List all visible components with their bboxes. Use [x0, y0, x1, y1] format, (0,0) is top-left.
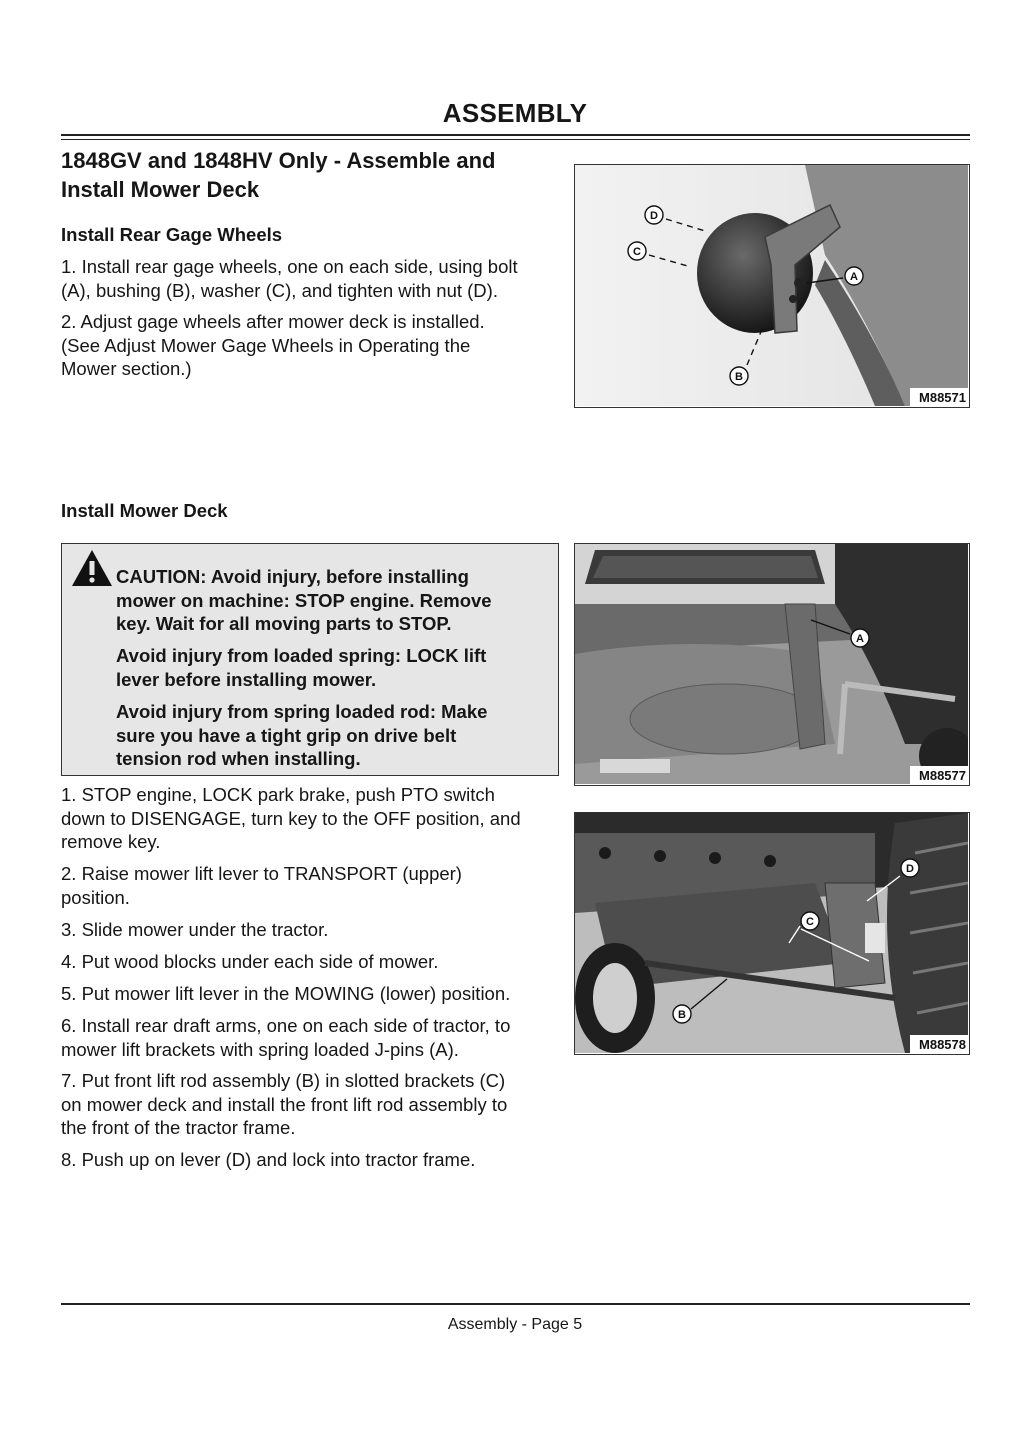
- text-line: tension rod when installing.: [116, 748, 361, 769]
- figure-code: M88578: [919, 1037, 966, 1052]
- text-line: 4. Put wood blocks under each side of mower.: [61, 951, 439, 972]
- text-line: mower on machine: STOP engine. Remove: [116, 589, 492, 611]
- text-line: (A), bushing (B), washer (C), and tighten with nut (D).: [61, 279, 498, 301]
- figure-gage-wheel: [574, 164, 970, 408]
- mower-deck-heading: Install Mower Deck: [61, 500, 228, 521]
- callout-b: B: [735, 371, 743, 383]
- warning-triangle-icon: [70, 548, 114, 588]
- text-line: Mower section.): [61, 358, 192, 379]
- deck-step-3: [61, 918, 566, 942]
- footer-rule: [61, 1303, 970, 1305]
- text-line: remove key.: [61, 831, 161, 852]
- caution-paragraph-2: [116, 644, 556, 691]
- text-line: down to DISENGAGE, turn key to the OFF position, and: [61, 807, 521, 829]
- callout-a: A: [850, 271, 858, 283]
- figure-front-lift-rod: [574, 812, 970, 1055]
- page-header-title: ASSEMBLY: [442, 98, 588, 128]
- text-line: key. Wait for all moving parts to STOP.: [116, 613, 452, 634]
- text-line: 8. Push up on lever (D) and lock into tractor frame.: [61, 1149, 476, 1170]
- text-line: 2. Raise mower lift lever to TRANSPORT (upper): [61, 863, 462, 884]
- text-line: 6. Install rear draft arms, one on each side of tractor, to: [61, 1015, 511, 1036]
- deck-step-6: [61, 1014, 566, 1061]
- section-title: [61, 146, 561, 204]
- section-title-line: Install Mower Deck: [61, 177, 260, 202]
- deck-step-7: [61, 1069, 566, 1140]
- figure-draft-arm: [574, 543, 970, 786]
- text-line: 2. Adjust gage wheels after mower deck is installed.: [61, 311, 485, 332]
- rear-gage-step-1: [61, 255, 566, 302]
- caution-paragraph-3: [116, 700, 556, 771]
- deck-step-8: [61, 1148, 566, 1172]
- front-lift-rod-photo: [575, 813, 968, 1053]
- draft-arm-photo: [575, 544, 968, 784]
- page-footer: Assembly - Page 5: [447, 1316, 583, 1333]
- callout-c: C: [633, 246, 641, 258]
- gage-wheel-photo: [575, 165, 968, 406]
- text-line: Avoid injury from loaded spring: LOCK lift: [116, 645, 487, 666]
- figure-code: M88577: [919, 768, 966, 783]
- text-line: 3. Slide mower under the tractor.: [61, 919, 329, 940]
- text-line: sure you have a tight grip on drive belt: [116, 724, 457, 746]
- text-line: CAUTION: Avoid injury, before installing: [116, 566, 469, 587]
- text-line: 1. Install rear gage wheels, one on each side, using bolt: [61, 256, 518, 277]
- callout-d: D: [906, 863, 914, 875]
- caution-box: [61, 543, 559, 776]
- text-line: (See Adjust Mower Gage Wheels in Operating the: [61, 334, 471, 356]
- callout-c: C: [806, 916, 814, 928]
- text-line: the front of the tractor frame.: [61, 1117, 296, 1138]
- text-line: 1. STOP engine, LOCK park brake, push PTO switch: [61, 784, 495, 805]
- header-rule-thin: [61, 139, 970, 140]
- section-title-line: 1848GV and 1848HV Only - Assemble and: [61, 148, 496, 173]
- rear-gage-heading: Install Rear Gage Wheels: [61, 224, 283, 245]
- callout-a: A: [856, 633, 864, 645]
- text-line: Avoid injury from spring loaded rod: Make: [116, 701, 488, 722]
- header-rule: [61, 134, 970, 136]
- figure-code: M88571: [919, 390, 966, 405]
- text-line: 5. Put mower lift lever in the MOWING (lower) position.: [61, 983, 511, 1004]
- text-line: position.: [61, 886, 130, 908]
- rear-gage-step-2: [61, 310, 566, 381]
- caution-paragraph-1: [116, 565, 556, 636]
- deck-step-4: [61, 950, 566, 974]
- text-line: 7. Put front lift rod assembly (B) in slotted brackets (C): [61, 1070, 506, 1091]
- deck-step-2: [61, 862, 566, 909]
- text-line: lever before installing mower.: [116, 668, 377, 690]
- deck-step-1: [61, 783, 566, 854]
- text-line: on mower deck and install the front lift rod assembly to: [61, 1093, 508, 1115]
- callout-d: D: [650, 210, 658, 222]
- text-line: mower lift brackets with spring loaded J-pins (A).: [61, 1038, 459, 1060]
- deck-step-5: [61, 982, 566, 1006]
- callout-b: B: [678, 1009, 686, 1021]
